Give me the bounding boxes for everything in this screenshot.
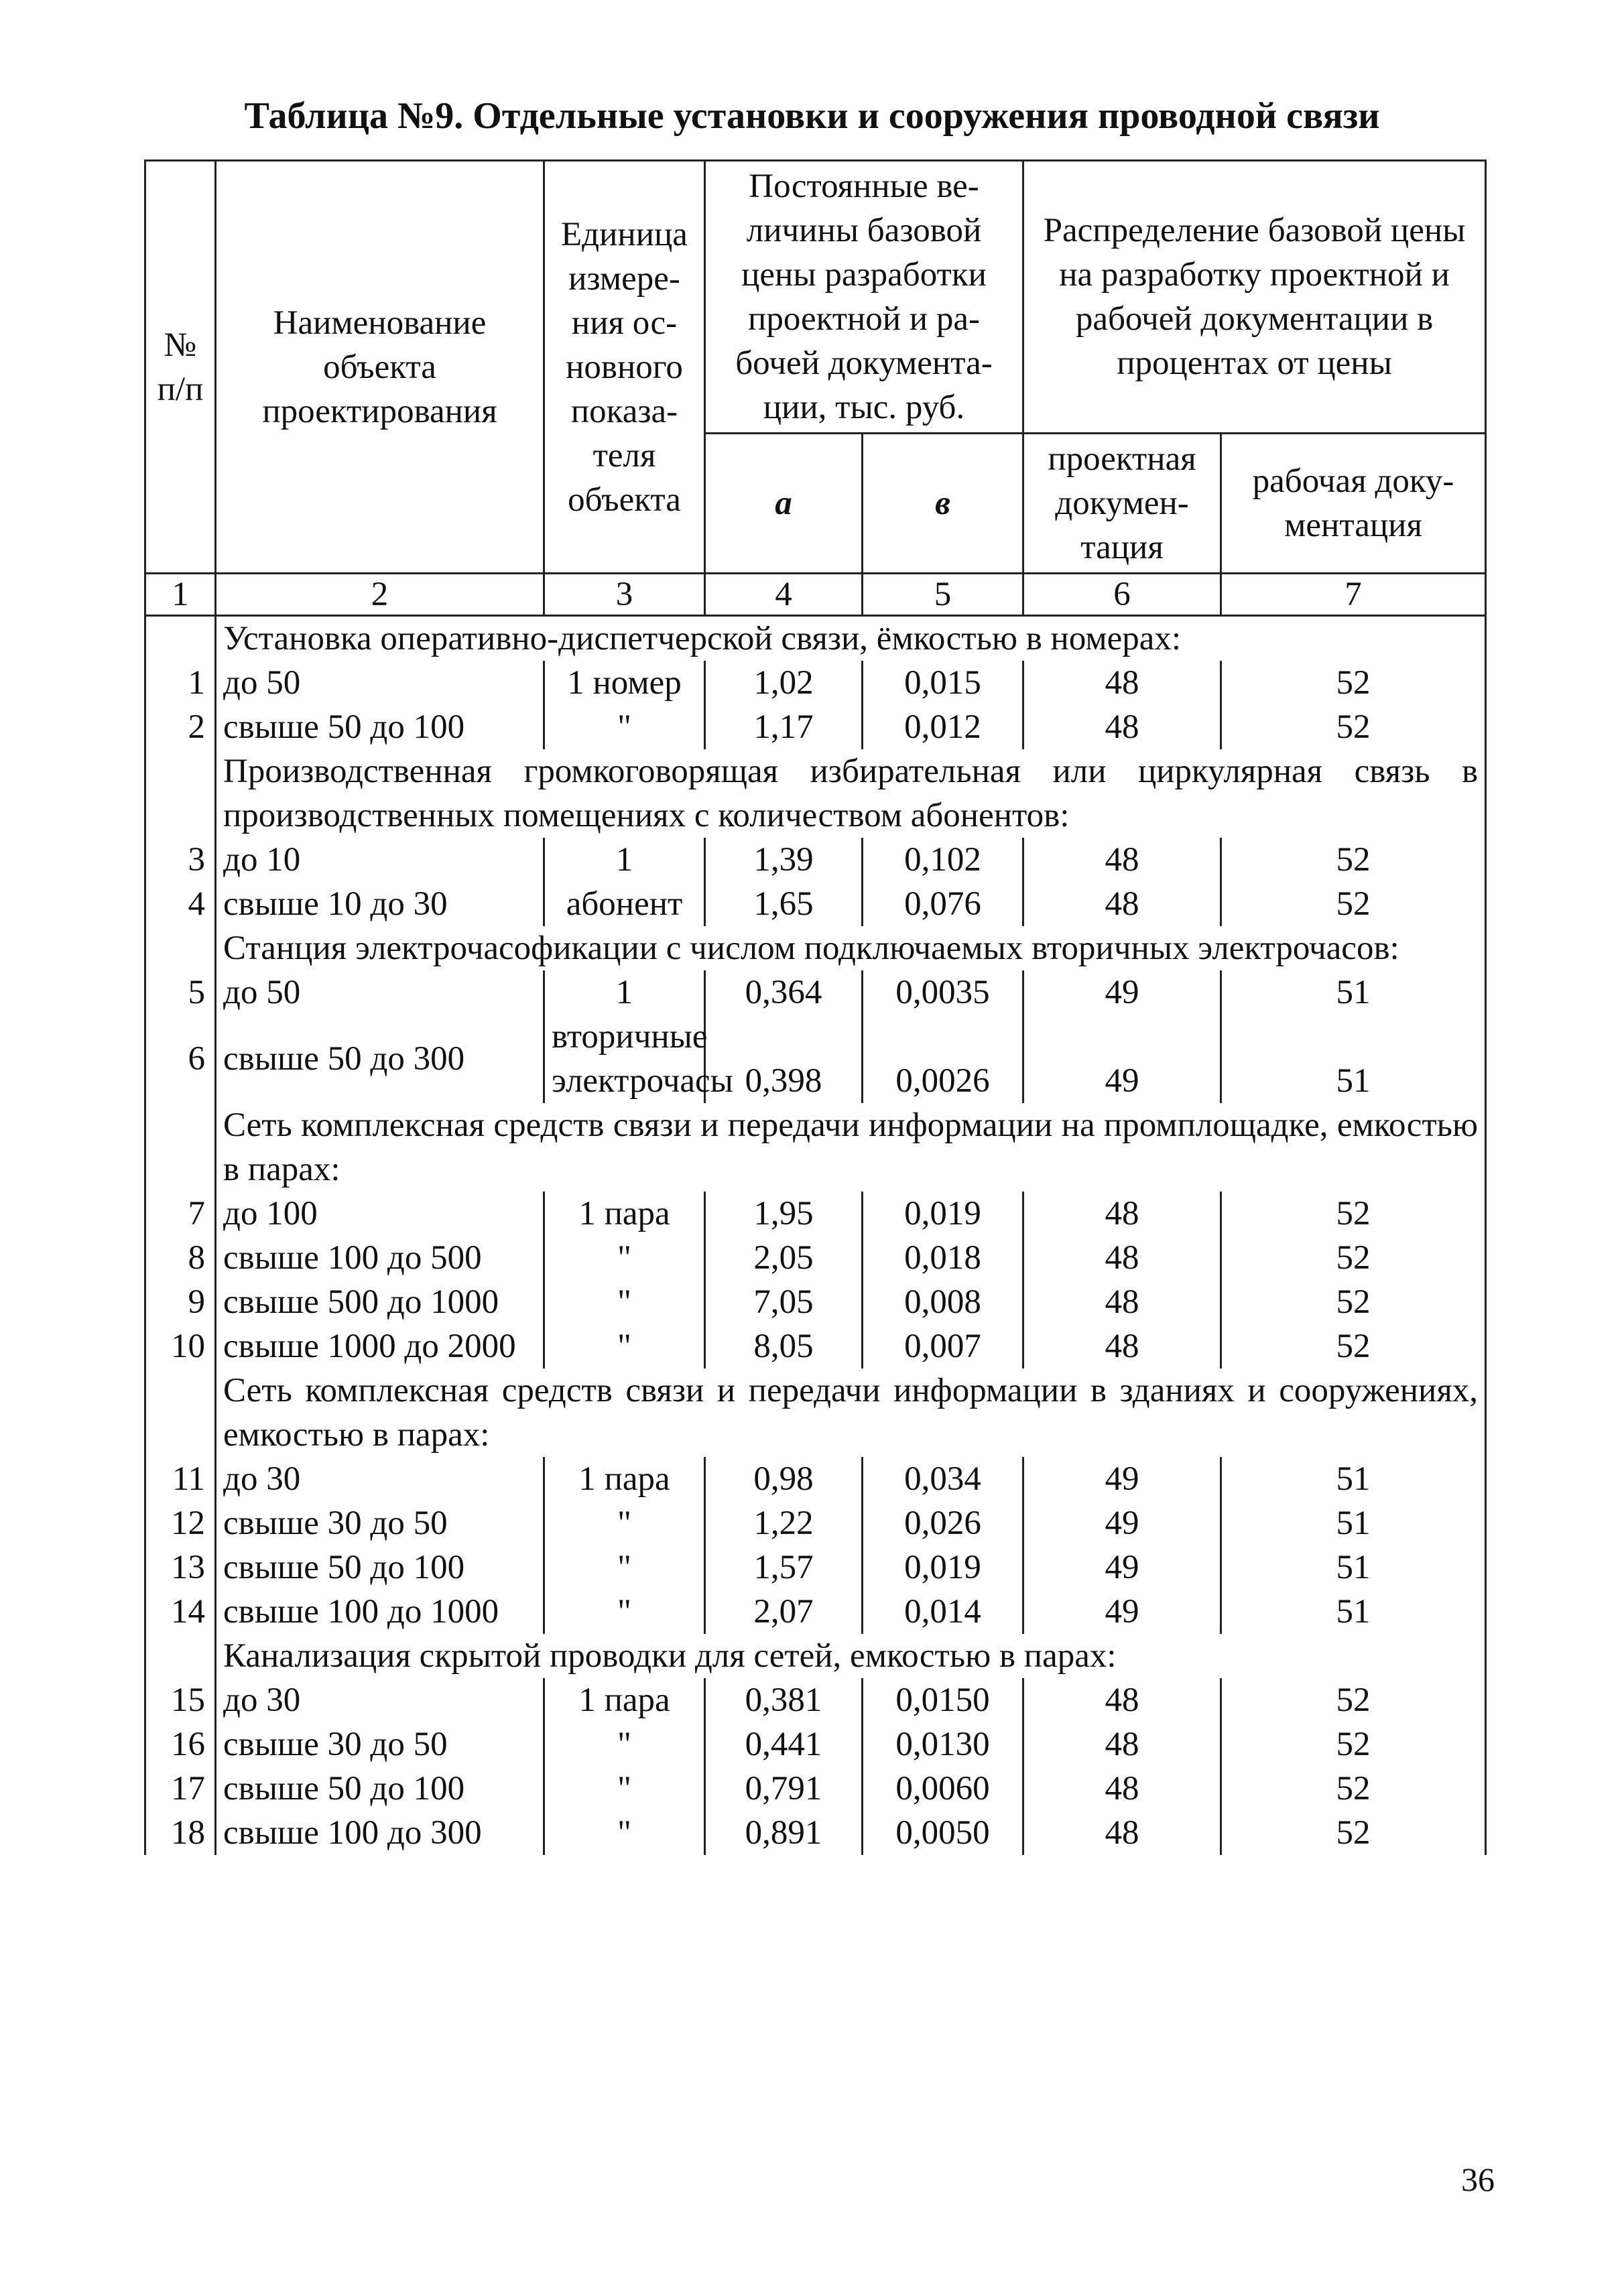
percent-work: 51 xyxy=(1221,970,1486,1015)
table-row xyxy=(145,1236,1486,1280)
section-heading: Сеть комплексная средств связи и передачи информации на промплощадке, емкостью в парах: xyxy=(216,1103,1486,1192)
percent-project: 49 xyxy=(1023,1015,1221,1103)
unit-of-measure: 1 номер xyxy=(544,661,705,705)
unit-of-measure: абонент xyxy=(544,882,705,926)
unit-of-measure: вторичные электрочасы xyxy=(544,1015,705,1103)
percent-project: 49 xyxy=(1023,970,1221,1015)
value-a: 1,17 xyxy=(705,705,863,749)
unit-of-measure: 1 xyxy=(544,970,705,1015)
percent-work: 52 xyxy=(1221,1280,1486,1324)
table-row xyxy=(145,1722,1486,1767)
percent-project: 49 xyxy=(1023,1457,1221,1501)
section-row xyxy=(145,1103,1486,1192)
header-num: № п/п xyxy=(145,161,216,574)
header-work-doc: рабочая доку-ментация xyxy=(1221,434,1486,574)
table-body xyxy=(145,616,1486,1856)
table-row xyxy=(145,1015,1486,1103)
object-name: до 100 xyxy=(216,1192,544,1236)
header-colnum: 4 xyxy=(705,574,863,616)
percent-project: 48 xyxy=(1023,1192,1221,1236)
header-b: в xyxy=(863,434,1023,574)
percent-work: 52 xyxy=(1221,661,1486,705)
value-b: 0,0150 xyxy=(863,1678,1023,1722)
object-name: до 30 xyxy=(216,1457,544,1501)
table-row xyxy=(145,1192,1486,1236)
percent-work: 52 xyxy=(1221,1192,1486,1236)
percent-project: 48 xyxy=(1023,1722,1221,1767)
row-number: 15 xyxy=(145,1678,216,1722)
percent-work: 52 xyxy=(1221,1324,1486,1368)
row-number: 8 xyxy=(145,1236,216,1280)
value-b: 0,018 xyxy=(863,1236,1023,1280)
value-b: 0,0035 xyxy=(863,970,1023,1015)
percent-project: 48 xyxy=(1023,838,1221,882)
object-name: свыше 50 до 100 xyxy=(216,705,544,749)
unit-of-measure: " xyxy=(544,1590,705,1634)
percent-project: 48 xyxy=(1023,705,1221,749)
percent-work: 52 xyxy=(1221,1236,1486,1280)
row-number: 12 xyxy=(145,1501,216,1545)
value-b: 0,0130 xyxy=(863,1722,1023,1767)
object-name: до 30 xyxy=(216,1678,544,1722)
header-a: а xyxy=(705,434,863,574)
value-b: 0,014 xyxy=(863,1590,1023,1634)
table-row xyxy=(145,1324,1486,1368)
section-row xyxy=(145,1634,1486,1678)
percent-project: 48 xyxy=(1023,1767,1221,1811)
header-base-price: Постоянные ве-личины базовой цены разработки проектной и ра-бочей документа-ции, тыс. руб. xyxy=(705,161,1023,434)
object-name: свыше 50 до 300 xyxy=(216,1015,544,1103)
section-num-cell xyxy=(145,926,216,970)
value-a: 0,791 xyxy=(705,1767,863,1811)
section-row xyxy=(145,1368,1486,1457)
value-b: 0,0050 xyxy=(863,1811,1023,1855)
value-a: 0,98 xyxy=(705,1457,863,1501)
percent-project: 49 xyxy=(1023,1545,1221,1590)
row-number: 9 xyxy=(145,1280,216,1324)
object-name: свыше 100 до 300 xyxy=(216,1811,544,1855)
page-number: 36 xyxy=(1461,2161,1495,2198)
table-row xyxy=(145,1590,1486,1634)
value-b: 0,012 xyxy=(863,705,1023,749)
value-a: 0,381 xyxy=(705,1678,863,1722)
table-row xyxy=(145,1767,1486,1811)
header-colnum: 2 xyxy=(216,574,544,616)
unit-of-measure: 1 пара xyxy=(544,1192,705,1236)
row-number: 17 xyxy=(145,1767,216,1811)
row-number: 16 xyxy=(145,1722,216,1767)
table-row xyxy=(145,838,1486,882)
unit-of-measure: " xyxy=(544,705,705,749)
row-number: 1 xyxy=(145,661,216,705)
table-row xyxy=(145,970,1486,1015)
section-num-cell xyxy=(145,749,216,838)
row-number: 10 xyxy=(145,1324,216,1368)
value-b: 0,076 xyxy=(863,882,1023,926)
percent-project: 48 xyxy=(1023,1324,1221,1368)
value-a: 8,05 xyxy=(705,1324,863,1368)
section-num-cell xyxy=(145,616,216,661)
row-number: 3 xyxy=(145,838,216,882)
header-project-doc: проектная докумен-тация xyxy=(1023,434,1221,574)
object-name: свыше 50 до 100 xyxy=(216,1767,544,1811)
unit-of-measure: " xyxy=(544,1501,705,1545)
unit-of-measure: " xyxy=(544,1767,705,1811)
object-name: до 50 xyxy=(216,970,544,1015)
value-b: 0,008 xyxy=(863,1280,1023,1324)
value-b: 0,019 xyxy=(863,1545,1023,1590)
value-a: 2,07 xyxy=(705,1590,863,1634)
percent-project: 48 xyxy=(1023,882,1221,926)
object-name: до 10 xyxy=(216,838,544,882)
row-number: 6 xyxy=(145,1015,216,1103)
unit-of-measure: 1 пара xyxy=(544,1678,705,1722)
header-colnum: 3 xyxy=(544,574,705,616)
object-name: свыше 30 до 50 xyxy=(216,1722,544,1767)
row-number: 13 xyxy=(145,1545,216,1590)
percent-project: 48 xyxy=(1023,1236,1221,1280)
value-a: 2,05 xyxy=(705,1236,863,1280)
value-a: 1,95 xyxy=(705,1192,863,1236)
header-colnum: 1 xyxy=(145,574,216,616)
object-name: свыше 1000 до 2000 xyxy=(216,1324,544,1368)
value-a: 1,22 xyxy=(705,1501,863,1545)
row-number: 2 xyxy=(145,705,216,749)
value-b: 0,0060 xyxy=(863,1767,1023,1811)
percent-work: 52 xyxy=(1221,1811,1486,1855)
section-num-cell xyxy=(145,1368,216,1457)
value-b: 0,019 xyxy=(863,1192,1023,1236)
value-b: 0,0026 xyxy=(863,1015,1023,1103)
table-row xyxy=(145,1545,1486,1590)
value-a: 0,891 xyxy=(705,1811,863,1855)
table-row xyxy=(145,1811,1486,1855)
value-a: 1,39 xyxy=(705,838,863,882)
unit-of-measure: " xyxy=(544,1236,705,1280)
section-row xyxy=(145,926,1486,970)
unit-of-measure: " xyxy=(544,1324,705,1368)
row-number: 4 xyxy=(145,882,216,926)
table-row xyxy=(145,1280,1486,1324)
percent-work: 52 xyxy=(1221,705,1486,749)
percent-work: 51 xyxy=(1221,1015,1486,1103)
percent-project: 49 xyxy=(1023,1590,1221,1634)
value-a: 0,398 xyxy=(705,1015,863,1103)
section-heading: Сеть комплексная средств связи и передачи информации в зданиях и сооружениях, емкостью в парах: xyxy=(216,1368,1486,1457)
percent-project: 48 xyxy=(1023,1678,1221,1722)
unit-of-measure: 1 xyxy=(544,838,705,882)
section-heading: Производственная громкоговорящая избирательная или циркулярная связь в производственных помещениях с количеством абонентов: xyxy=(216,749,1486,838)
section-heading: Установка оперативно-диспетчерской связи, ёмкостью в номерах: xyxy=(216,616,1486,661)
row-number: 5 xyxy=(145,970,216,1015)
value-a: 7,05 xyxy=(705,1280,863,1324)
percent-work: 52 xyxy=(1221,1767,1486,1811)
header-colnum: 7 xyxy=(1221,574,1486,616)
table-row xyxy=(145,1678,1486,1722)
row-number: 14 xyxy=(145,1590,216,1634)
prices-table xyxy=(144,160,1487,1855)
table-row xyxy=(145,1501,1486,1545)
percent-project: 49 xyxy=(1023,1501,1221,1545)
value-a: 1,02 xyxy=(705,661,863,705)
section-heading: Канализация скрытой проводки для сетей, емкостью в парах: xyxy=(216,1634,1486,1678)
table-row xyxy=(145,882,1486,926)
percent-work: 52 xyxy=(1221,1678,1486,1722)
value-b: 0,102 xyxy=(863,838,1023,882)
header-name: Наименование объекта проектирования xyxy=(216,161,544,574)
section-row xyxy=(145,616,1486,661)
object-name: свыше 100 до 500 xyxy=(216,1236,544,1280)
value-b: 0,015 xyxy=(863,661,1023,705)
value-b: 0,034 xyxy=(863,1457,1023,1501)
object-name: свыше 50 до 100 xyxy=(216,1545,544,1590)
percent-work: 51 xyxy=(1221,1590,1486,1634)
percent-project: 48 xyxy=(1023,1280,1221,1324)
value-a: 0,441 xyxy=(705,1722,863,1767)
table-row xyxy=(145,1457,1486,1501)
value-a: 0,364 xyxy=(705,970,863,1015)
header-colnum: 5 xyxy=(863,574,1023,616)
object-name: свыше 30 до 50 xyxy=(216,1501,544,1545)
unit-of-measure: " xyxy=(544,1722,705,1767)
header-distribution: Распределение базовой цены на разработку проектной и рабочей документации в процентах от цены xyxy=(1023,161,1486,434)
section-row xyxy=(145,749,1486,838)
percent-work: 52 xyxy=(1221,838,1486,882)
row-number: 11 xyxy=(145,1457,216,1501)
value-b: 0,007 xyxy=(863,1324,1023,1368)
object-name: свыше 500 до 1000 xyxy=(216,1280,544,1324)
row-number: 18 xyxy=(145,1811,216,1855)
unit-of-measure: " xyxy=(544,1545,705,1590)
section-num-cell xyxy=(145,1103,216,1192)
percent-work: 51 xyxy=(1221,1545,1486,1590)
value-a: 1,57 xyxy=(705,1545,863,1590)
percent-project: 48 xyxy=(1023,661,1221,705)
value-b: 0,026 xyxy=(863,1501,1023,1545)
unit-of-measure: " xyxy=(544,1811,705,1855)
header-unit: Единица измере-ния ос-новного показа-теля объекта xyxy=(544,161,705,574)
page-title: Таблица №9. Отдельные установки и сооружения проводной связи xyxy=(244,95,1380,137)
object-name: свыше 100 до 1000 xyxy=(216,1590,544,1634)
percent-work: 52 xyxy=(1221,1722,1486,1767)
header-colnum: 6 xyxy=(1023,574,1221,616)
row-number: 7 xyxy=(145,1192,216,1236)
percent-project: 48 xyxy=(1023,1811,1221,1855)
percent-work: 51 xyxy=(1221,1457,1486,1501)
section-heading: Станция электрочасофикации с числом подключаемых вторичных электрочасов: xyxy=(216,926,1486,970)
percent-work: 51 xyxy=(1221,1501,1486,1545)
unit-of-measure: 1 пара xyxy=(544,1457,705,1501)
table-row xyxy=(145,661,1486,705)
value-a: 1,65 xyxy=(705,882,863,926)
section-num-cell xyxy=(145,1634,216,1678)
object-name: до 50 xyxy=(216,661,544,705)
unit-of-measure: " xyxy=(544,1280,705,1324)
table-row xyxy=(145,705,1486,749)
percent-work: 52 xyxy=(1221,882,1486,926)
object-name: свыше 10 до 30 xyxy=(216,882,544,926)
